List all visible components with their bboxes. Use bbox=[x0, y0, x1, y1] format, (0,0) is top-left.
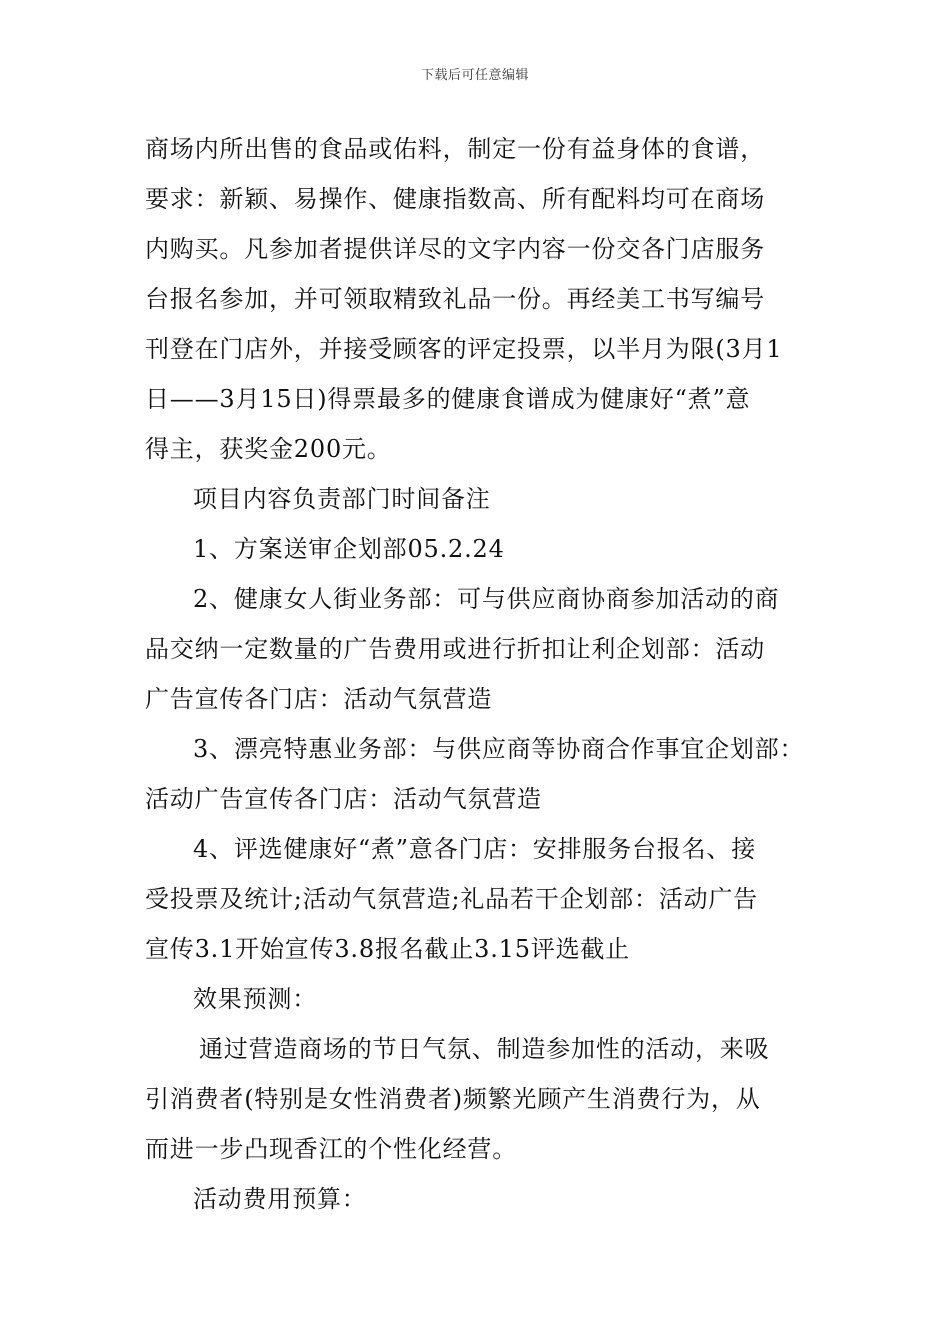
item-line: 品交纳一定数量的广告费用或进行折扣让利企划部：活动 bbox=[145, 635, 765, 663]
item-line: 宣传3.1开始宣传3.8报名截止3.15评选截止 bbox=[145, 935, 630, 963]
body-line: 内购买。凡参加者提供详尽的文字内容一份交各门店服务 bbox=[145, 235, 765, 263]
body-line: 通过营造商场的节日气氛、制造参加性的活动，来吸 bbox=[199, 1035, 770, 1063]
item-line: 3、漂亮特惠业务部：与供应商等协商合作事宜企划部： bbox=[193, 735, 805, 763]
page-header: 下载后可任意编辑 bbox=[420, 68, 529, 83]
body-line: 台报名参加，并可领取精致礼品一份。再经美工书写编号 bbox=[145, 285, 765, 313]
item-line: 4、评选健康好“煮”意各门店：安排服务台报名、接 bbox=[193, 835, 757, 863]
body-line: 得主，获奖金200元。 bbox=[145, 435, 392, 463]
item-line: 2、健康女人街业务部：可与供应商协商参加活动的商 bbox=[193, 585, 780, 613]
body-line: 刊登在门店外，并接受顾客的评定投票，以半月为限(3月1 bbox=[145, 335, 783, 363]
table-header-line: 项目内容负责部门时间备注 bbox=[193, 485, 491, 513]
section-heading: 活动费用预算： bbox=[193, 1185, 367, 1213]
body-line: 要求：新颖、易操作、健康指数高、所有配料均可在商场 bbox=[145, 185, 765, 213]
section-heading: 效果预测： bbox=[193, 985, 317, 1013]
item-line: 广告宣传各门店：活动气氛营造 bbox=[145, 685, 493, 713]
item-line: 1、方案送审企划部05.2.24 bbox=[193, 535, 505, 563]
body-line: 引消费者(特别是女性消费者)频繁光顾产生消费行为，从 bbox=[145, 1085, 761, 1113]
item-line: 受投票及统计;活动气氛营造;礼品若干企划部：活动广告 bbox=[145, 885, 758, 913]
body-line: 而进一步凸现香江的个性化经营。 bbox=[145, 1135, 517, 1163]
document-body bbox=[145, 124, 815, 1224]
body-line: 日——3月15日)得票最多的健康食谱成为健康好“煮”意 bbox=[145, 385, 751, 413]
item-line: 活动广告宣传各门店：活动气氛营造 bbox=[145, 785, 542, 813]
body-line: 商场内所出售的食品或佑料，制定一份有益身体的食谱， bbox=[145, 135, 765, 163]
